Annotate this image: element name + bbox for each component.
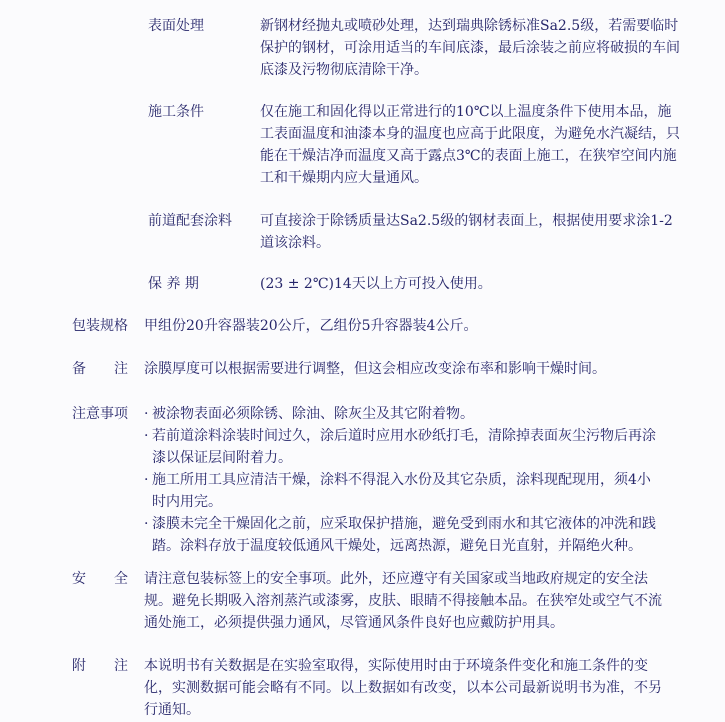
section-label: 前道配套涂料 (148, 213, 232, 229)
list-item: · 施工所用工具应清洁干燥，涂料不得混入水份及其它杂质，涂料现配现用，须4小时内用完。 (144, 469, 664, 513)
section-label: 附 注 (72, 658, 128, 674)
section-remarks (72, 358, 664, 380)
section-safety (72, 568, 664, 634)
section-text: 请注意包装标签上的安全事项。此外，还应遵守有关国家或当地政府规定的安全法规。避免长期吸入溶剂蒸汽或漆雾，皮肤、眼睛不得接触本品。在狭窄处或空气不流通处施工，必须提供强力通风，尽管通风条件良好也应戴防护用具。 (144, 571, 662, 631)
section-label: 表面处理 (148, 18, 204, 34)
section-surface-treatment (148, 15, 680, 81)
section-primer (148, 210, 680, 254)
section-appendix (72, 655, 664, 721)
list-item: · 若前道涂料涂装时间过久，涂后道时应用水砂纸打毛，清除掉表面灰尘污物后再涂漆以保证层间附着力。 (144, 425, 664, 469)
section-packaging (72, 315, 664, 337)
section-text: 可直接涂于除锈质量达Sa2.5级的钢材表面上，根据使用要求涂1-2道该涂料。 (260, 213, 673, 251)
section-label: 包装规格 (72, 318, 128, 334)
section-text: 仅在施工和固化得以正常进行的10℃以上温度条件下使用本品，施工表面温度和油漆本身的温度也应高于此限度，为避免水汽凝结，只能在干燥洁净而温度又高于露点3℃的表面上施工，在狭窄空间内施工和干燥期内应大量通风。 (260, 104, 680, 186)
section-text: 涂膜厚度可以根据需要进行调整，但这会相应改变涂布率和影响干燥时间。 (144, 361, 606, 377)
section-label: 安 全 (72, 571, 128, 587)
section-text: 本说明书有关数据是在实验室取得，实际使用时由于环境条件变化和施工条件的变化，实测数据可能会略有不同。以上数据如有改变，以本公司最新说明书为准，不另行通知。 (144, 658, 662, 718)
section-text: 甲组份20升容器装20公斤，乙组份5升容器装4公斤。 (144, 318, 478, 334)
section-label: 注意事项 (72, 406, 128, 422)
section-curing-period (148, 273, 680, 295)
precautions-list (144, 403, 664, 557)
list-item: · 被涂物表面必须除锈、除油、除灰尘及其它附着物。 (144, 403, 664, 425)
section-label: 施工条件 (148, 104, 204, 120)
section-text: 新钢材经抛丸或喷砂处理，达到瑞典除锈标准Sa2.5级，若需要临时保护的钢材，可涂用适当的车间底漆，最后涂装之前应将破损的车间底漆及污物彻底清除干净。 (260, 18, 680, 78)
section-label: 保 养 期 (148, 276, 199, 292)
section-construction-conditions (148, 101, 680, 189)
section-text: (23 ± 2℃)14天以上方可投入使用。 (260, 276, 492, 292)
section-label: 备 注 (72, 361, 128, 377)
list-item: · 漆膜未完全干燥固化之前，应采取保护措施，避免受到雨水和其它液体的冲洗和践踏。涂料存放于温度较低通风干燥处，远离热源，避免日光直射，并隔绝火种。 (144, 513, 664, 557)
section-precautions (72, 403, 664, 557)
